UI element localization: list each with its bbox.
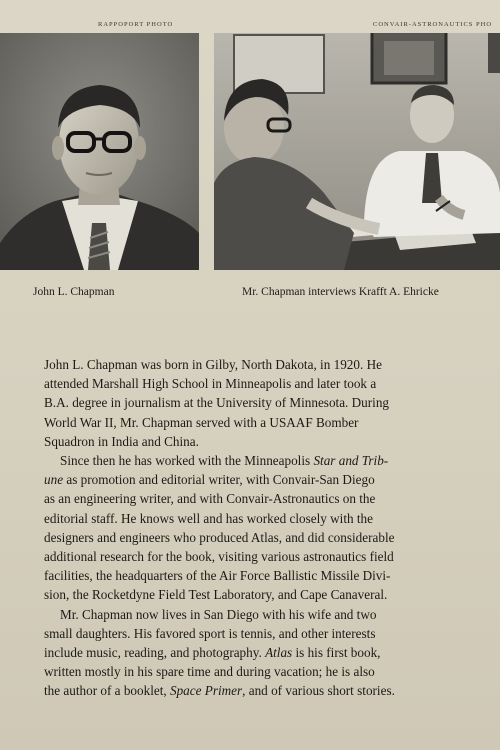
- text-line: designers and engineers who produced Atlas, and did considerable: [44, 529, 395, 545]
- text-line: attended Marshall High School in Minneapolis and later took a: [44, 376, 377, 392]
- interview-photo: [214, 33, 500, 270]
- text-segment: the author of a booklet,: [44, 683, 170, 699]
- portrait-photo: [0, 33, 199, 270]
- text-line: written mostly in his spare time and during vacation; he is also: [44, 664, 375, 680]
- author-biography: [44, 355, 464, 701]
- portrait-illustration: [0, 33, 199, 270]
- text-line: [44, 451, 464, 470]
- text-line: small daughters. His favored sport is tennis, and other interests: [44, 625, 376, 641]
- text-line: additional research for the book, visiting various astronautics field: [44, 549, 394, 565]
- interview-caption: Mr. Chapman interviews Krafft A. Ehricke: [242, 286, 439, 298]
- portrait-caption: John L. Chapman: [33, 286, 115, 298]
- text-line: [44, 470, 464, 489]
- text-line: [44, 681, 464, 700]
- bio-paragraph-2: [44, 451, 464, 605]
- bio-paragraph-3: [44, 605, 464, 701]
- text-segment: as promotion and editorial writer, with Convair-San Diego: [63, 472, 375, 488]
- bio-paragraph-1: [44, 355, 464, 451]
- text-line: editorial staff. He knows well and has worked closely with the: [44, 510, 373, 526]
- text-line: B.A. degree in journalism at the University of Minnesota. During: [44, 395, 390, 411]
- text-line: sion, the Rocketdyne Field Test Laboratory, and Cape Canaveral.: [44, 587, 388, 603]
- booklet-title: Space Primer: [169, 683, 243, 699]
- text-line: Squadron in India and China.: [44, 433, 199, 449]
- text-line: Mr. Chapman now lives in San Diego with his wife and two: [60, 606, 377, 622]
- newspaper-title: Star and Trib-: [313, 453, 389, 469]
- text-segment: Since then he has worked with the Minneapolis: [60, 453, 314, 469]
- book-title: Atlas: [265, 645, 293, 661]
- text-line: [44, 643, 464, 662]
- text-segment: is his first book,: [292, 645, 381, 661]
- newspaper-title-cont: une: [44, 472, 64, 488]
- text-line: John L. Chapman was born in Gilby, North Dakota, in 1920. He: [44, 357, 382, 372]
- text-line: as an engineering writer, and with Convair-Astronautics on the: [44, 491, 376, 507]
- text-segment: include music, reading, and photography.: [44, 645, 266, 661]
- interview-illustration: [214, 33, 500, 270]
- text-line: World War II, Mr. Chapman served with a USAAF Bomber: [44, 414, 359, 430]
- photo-credit-right: CONVAIR-ASTRONAUTICS PHO: [373, 21, 493, 28]
- text-segment: , and of various short stories.: [242, 683, 395, 699]
- photo-credit-left: RAPPOPORT PHOTO: [98, 21, 174, 28]
- text-line: facilities, the headquarters of the Air Force Ballistic Missile Divi-: [44, 568, 391, 584]
